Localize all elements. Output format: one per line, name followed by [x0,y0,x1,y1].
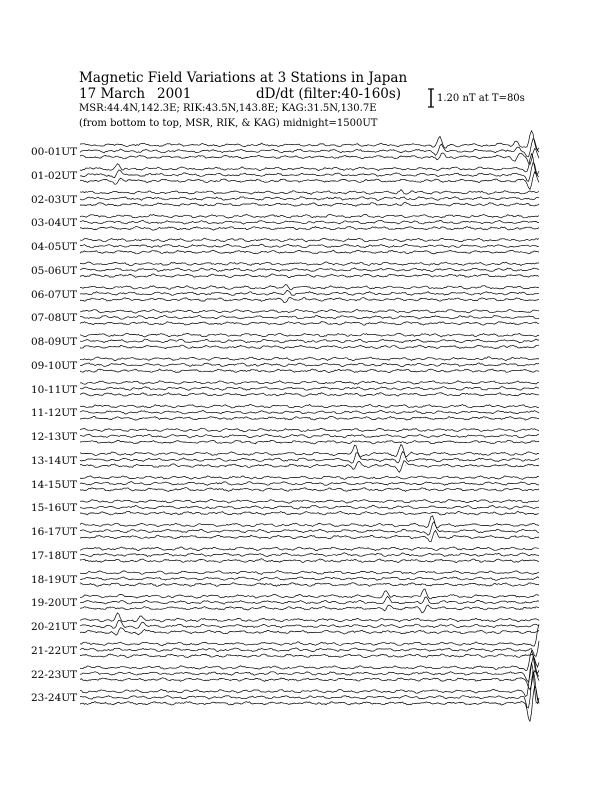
trace-rik [80,553,539,557]
trace-rik [80,220,539,224]
trace-rik [80,620,539,628]
trace-kag [80,214,539,218]
trace-rik [80,363,539,367]
row-label: 06-07UT [31,288,78,301]
trace-kag [80,310,539,314]
trace-kag [80,547,539,551]
trace-msr [80,511,539,515]
trace-rik [80,339,539,343]
row-label: 07-08UT [31,312,78,325]
row-label: 14-15UT [31,478,78,491]
trace-rik [80,671,539,708]
row-label: 03-04UT [31,217,78,230]
trace-kag [80,613,539,622]
chart-title: Magnetic Field Variations at 3 Stations in Japan [79,70,408,86]
trace-kag [80,357,539,361]
trace-msr [80,322,539,326]
trace-kag [80,238,539,242]
trace-rik [80,482,539,486]
trace-rik [80,268,539,272]
trace-rik [80,452,539,463]
trace-kag [80,445,539,458]
trace-kag [80,262,539,266]
trace-rik [80,434,539,438]
row-label: 09-10UT [31,359,78,372]
trace-kag [80,476,539,480]
trace-msr [80,488,539,492]
row-label: 08-09UT [31,336,78,348]
trace-msr [80,297,539,302]
trace-rik [80,163,539,182]
trace-kag [80,516,539,528]
row-label: 00-01UT [31,146,78,158]
row-label: 12-13UT [31,431,78,443]
stations-label: MSR:44.4N,142.3E; RIK:43.5N,143.8E; KAG:31.5N,130.7E [79,103,377,114]
trace-kag [80,381,539,385]
year-label: 2001 [157,86,192,102]
trace-rik [80,197,539,201]
trace-kag [80,500,539,504]
row-label: 02-03UT [31,193,78,206]
order-note: (from bottom to top, MSR, RIK, & KAG) midnight=1500UT [79,118,378,129]
trace-kag [80,285,539,290]
trace-msr [80,559,539,563]
row-label: 21-22UT [31,644,78,657]
trace-msr [80,202,539,206]
trace-kag [80,428,539,432]
trace-msr [80,440,539,444]
trace-rik [80,410,539,414]
row-label: 17-18UT [31,549,78,562]
row-label: 05-06UT [31,264,78,277]
trace-msr [80,461,539,473]
trace-rik [80,290,539,295]
row-label: 19-20UT [31,597,78,610]
row-label: 11-12UT [31,407,78,420]
trace-rik [80,522,539,536]
trace-rik [80,505,539,509]
trace-kag [80,131,539,150]
trace-kag [80,589,539,599]
row-label: 01-02UT [31,169,78,182]
trace-msr [80,605,539,613]
row-label: 23-24UT [31,692,78,705]
row-label: 16-17UT [31,526,78,538]
trace-kag [80,571,539,575]
trace-msr [80,369,539,373]
row-label: 10-11UT [31,383,78,396]
trace-rik [80,244,539,247]
trace-msr [80,628,539,635]
row-label: 22-23UT [31,668,78,681]
trace-msr [80,654,539,667]
trace-kag [80,624,539,646]
row-label: 13-14UT [31,454,78,467]
trace-msr [80,416,539,420]
trace-rik [80,577,539,581]
trace-rik [80,315,539,319]
trace-rik [80,139,539,157]
scale-label: 1.20 nT at T=80s [437,93,525,104]
trace-rik [80,658,539,682]
date-label: 17 March [79,86,146,102]
filter-label: dD/dt (filter:40-160s) [256,86,402,102]
trace-kag [80,333,539,337]
trace-kag [80,404,539,408]
row-label: 20-21UT [31,621,78,633]
trace-rik [80,387,539,391]
row-label: 15-16UT [31,502,78,515]
row-label: 04-05UT [31,241,78,253]
trace-kag [80,651,539,674]
row-label: 18-19UT [31,573,78,586]
trace-kag [80,190,539,195]
